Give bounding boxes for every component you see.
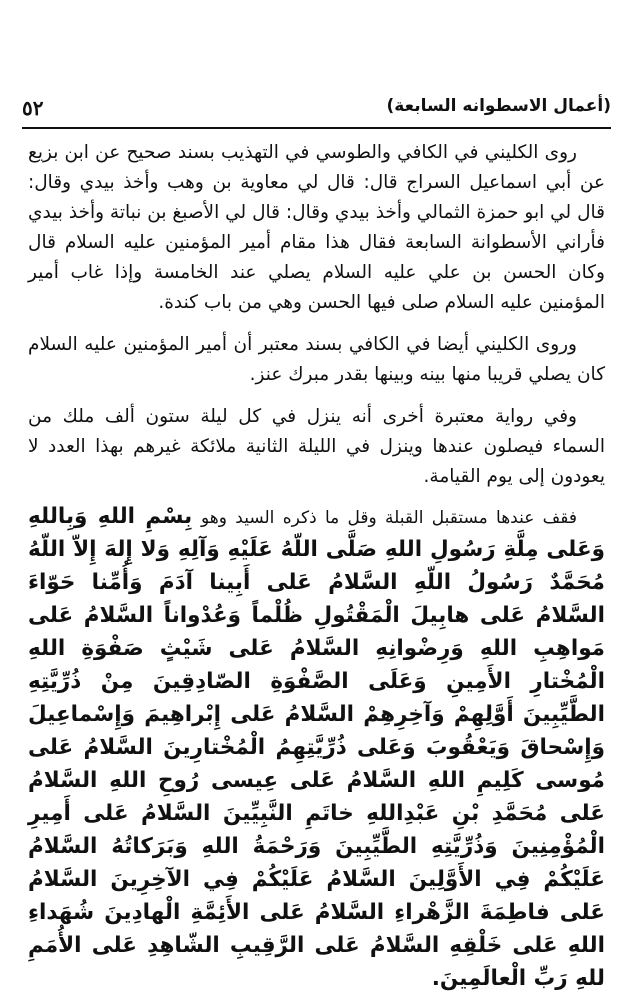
body-text [28,138,605,995]
running-title: (أعمال الاسطوانه السابعة) [386,96,611,116]
page-number: ٥٢ [22,96,44,120]
prayer-text: بِسْمِ اللهِ وَبِاللهِ وَعَلى مِلَّةِ رَسُولِ اللهِ صَلَّى اللّهُ عَلَيْهِ وَآلِهِ وَلا إِلهَ إِلاّ اللّهُ مُحَمَّدٌ رَسُولُ اللّهِ السَّلامُ عَلى أَبِينا آدَمَ وَأُمِّنا حَوّاءَ السَّلامُ عَلى هابِيلَ الْمَقْتُولِ ظُلْماً وَعُدْواناً السَّلامُ عَلى مَواهِبِ اللهِ وَرِضْوانِهِ السَّلامُ عَلى شَيْثٍ صَفْوَةِ اللهِ الْمُخْتارِ الأَمِينِ وَعَلَى الصَّفْوَةِ الصّادِقِينَ مِنْ ذُرِّيَّتِهِ الطَّيِّبِينَ أَوَّلِهِمْ وَآخِرِهِمْ السَّلامُ عَلى إِبْراهِيمَ وَإِسْماعِيلَ وَإِسْحاقَ وَيَعْقُوبَ وَعَلى ذُرِّيَّتِهِمُ الْمُخْتارِينَ السَّلامُ عَلى مُوسى كَلِيمِ اللهِ السَّلامُ عَلى عِيسى رُوحِ اللهِ السَّلامُ عَلى مُحَمَّدِ بْنِ عَبْدِاللهِ خاتَمِ النَّبِيِّينَ السَّلامُ عَلى أَمِيرِ الْمُؤْمِنِينَ وَذُرِّيَّتِهِ الطَّيِّبِينَ وَرَحْمَةُ اللهِ وَبَرَكاتُهُ السَّلامُ عَلَيْكُمْ فِي الأَوَّلِينَ السَّلامُ عَلَيْكُمْ فِي الآخِرِينَ السَّلامُ عَلى فاطِمَةَ الزَّهْراءِ السَّلامُ عَلى الأَئِمَّةِ الْهادِينَ شُهَداءِ اللهِ عَلى خَلْقِهِ السَّلامُ عَلى الرَّقِيبِ الشّاهِدِ عَلى الأُمَمِ للهِ رَبِّ الْعالَمِينَ. [28,504,605,991]
page-header [22,92,611,128]
prayer-block [28,500,605,995]
paragraph-narration-1: روى الكليني في الكافي والطوسي في التهذيب بسند صحيح عن ابن بزيع عن أبي اسماعيل السراج قال: قال لي معاوية بن وهب وأخذ بيدي وقال: قال لي ابو حمزة الثمالي وأخذ بيدي وقال: قال لي الأصبغ بن نباتة وأخذ بيدي فأراني الأسطوانة السابعة فقال هذا مقام أمير المؤمنين عليه السلام قال وكان الحسن بن علي عليه السلام يصلي عند الخامسة وإذا غاب أمير المؤمنين عليه السلام صلى فيها الحسن وهي من باب كندة. [28,142,605,313]
header-rule [22,127,611,129]
prayer-intro: فقف عندها مستقبل القبلة وقل ما ذكره السيد وهو [201,508,577,528]
paragraph-narration-3: وفي رواية معتبرة أخرى أنه ينزل في كل ليلة ستون ألف ملك من السماء فيصلون عندها وينزل في الليلة الثانية ملائكة غيرهم بهذا العدد لا يعودون إلى يوم القيامة. [28,406,605,487]
paragraph-narration-2: وروى الكليني أيضا في الكافي بسند معتبر أن أمير المؤمنين عليه السلام كان يصلي قريبا منها بينه وبينها بقدر مبرك عنز. [28,334,605,385]
